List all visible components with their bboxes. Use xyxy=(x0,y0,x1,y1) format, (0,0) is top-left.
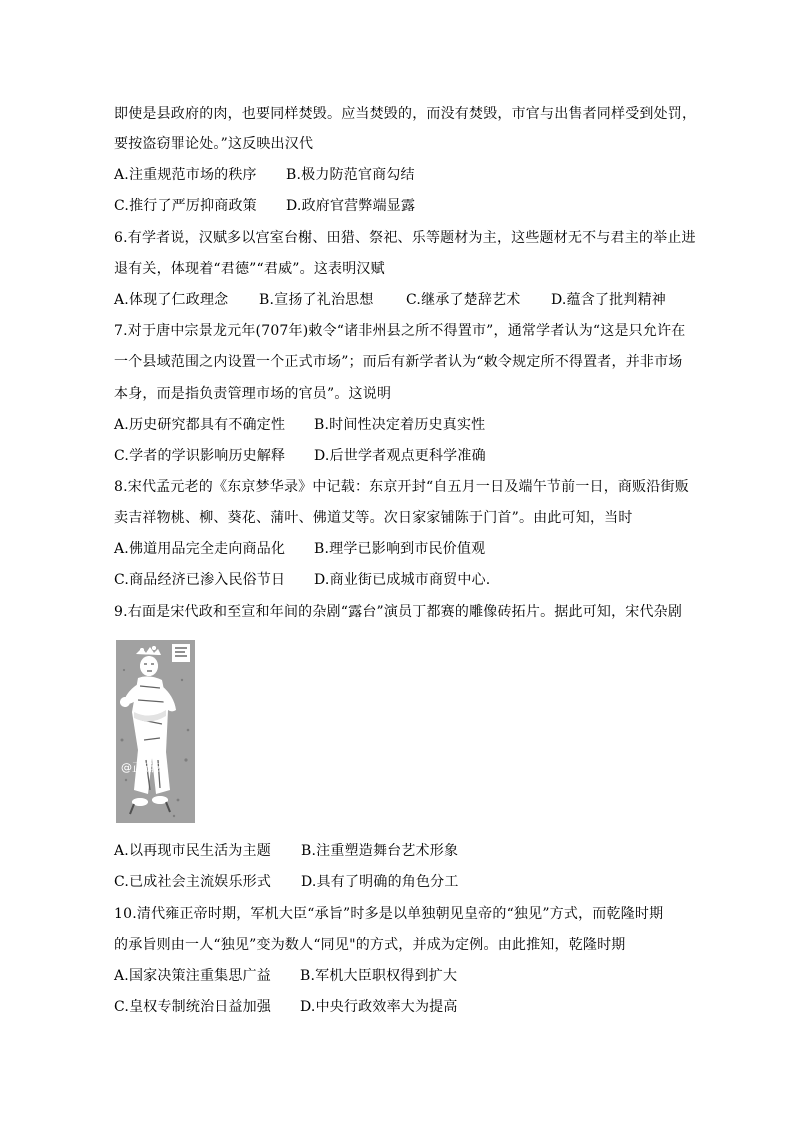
q6-stem-line-1: 6.有学者说，汉赋多以宫室台榭、田猎、祭祀、乐等题材为主，这些题材无不与君主的举止进 xyxy=(114,230,696,246)
q10-stem-line-1: 10.清代雍正帝时期，军机大臣“承旨”时多是以单独朝见皇帝的“独见”方式，而乾隆时期 xyxy=(114,906,664,922)
q10-option-c: C.皇权专制统治日益加强 xyxy=(114,999,272,1015)
q7-stem-line-1: 7.对于唐中宗景龙元年(707年)敕令“诸非州县之所不得置市”，通常学者认为“这是只允许在 xyxy=(114,323,686,339)
q10-option-b: B.军机大臣职权得到扩大 xyxy=(300,968,458,984)
q8-option-a: A.佛道用品完全走向商品化 xyxy=(114,541,286,557)
q8-option-d: D.商业街已成城市商贸中心. xyxy=(314,572,491,588)
q5-option-a: A.注重规范市场的秩序 xyxy=(114,167,257,183)
q6-option-d: D.蕴含了批判精神 xyxy=(551,292,666,308)
q7-stem-line-2: 一个县域范围之内设置一个正式市场”；而后有新学者认为“敕令规定所不得置者，并非市场 xyxy=(114,354,683,370)
q7-stem-line-3: 本身，而是指负责管理市场的官员”。这说明 xyxy=(114,386,392,402)
q5-stem-line-2: 要按盗窃罪论处。”这反映出汉代 xyxy=(114,136,314,152)
q9-stem-line-1: 9.右面是宋代政和至宣和年间的杂剧“露台”演员丁都赛的雕像砖拓片。据此可知，宋代杂剧 xyxy=(114,604,683,620)
q6-option-b: B.宣扬了礼治思想 xyxy=(259,292,374,308)
q8-stem-line-2: 卖吉祥物桃、柳、葵花、蒲叶、佛道艾等。次日家家铺陈于门首”。由此可知，当时 xyxy=(114,510,633,526)
q10-option-a: A.国家决策注重集思广益 xyxy=(114,968,271,984)
q8-option-b: B.理学已影响到市民价值观 xyxy=(314,541,486,557)
q9-option-c: C.已成社会主流娱乐形式 xyxy=(114,874,272,890)
q7-option-a: A.历史研究都具有不确定性 xyxy=(114,417,286,433)
q5-option-c: C.推行了严厉抑商政策 xyxy=(114,198,257,214)
q9-option-b: B.注重塑造舞台艺术形象 xyxy=(301,843,459,859)
q5-stem-line-1: 即使是县政府的肉，也要同样焚毁。应当焚毁的，而没有焚毁，市官与出售者同样受到处罚， xyxy=(114,106,697,122)
q7-option-d: D.后世学者观点更科学准确 xyxy=(314,448,486,464)
q6-option-c: C.继承了楚辞艺术 xyxy=(406,292,521,308)
q10-stem-line-2: 的承旨则由一人“独见”变为数人“同见"的方式，并成为定例。由此推知，乾隆时期 xyxy=(114,937,626,953)
q8-option-c: C.商品经济已渗入民俗节日 xyxy=(114,572,286,588)
q9-option-a: A.以再现市民生活为主题 xyxy=(114,843,271,859)
image-watermark: @正确云 xyxy=(121,761,165,774)
q6-stem-line-2: 退有关，体现着“君德”“君威”。这表明汉赋 xyxy=(114,261,385,277)
q5-option-d: D.政府官营弊端显露 xyxy=(286,198,416,214)
q8-stem-line-1: 8.宋代孟元老的《东京梦华录》中记载：东京开封“自五月一日及端午节前一日，商贩沿街贩 xyxy=(114,479,689,495)
q7-option-b: B.时间性决定着历史真实性 xyxy=(314,417,486,433)
q6-option-a: A.体现了仁政理念 xyxy=(114,292,229,308)
q10-option-d: D.中央行政效率大为提高 xyxy=(300,999,458,1015)
q7-option-c: C.学者的学识影响历史解释 xyxy=(114,448,286,464)
q9-option-d: D.具有了明确的角色分工 xyxy=(301,874,459,890)
brick-rubbing-image xyxy=(116,640,195,823)
q5-option-b: B.极力防范官商勾结 xyxy=(286,167,415,183)
actor-figure-illustration xyxy=(116,640,195,823)
